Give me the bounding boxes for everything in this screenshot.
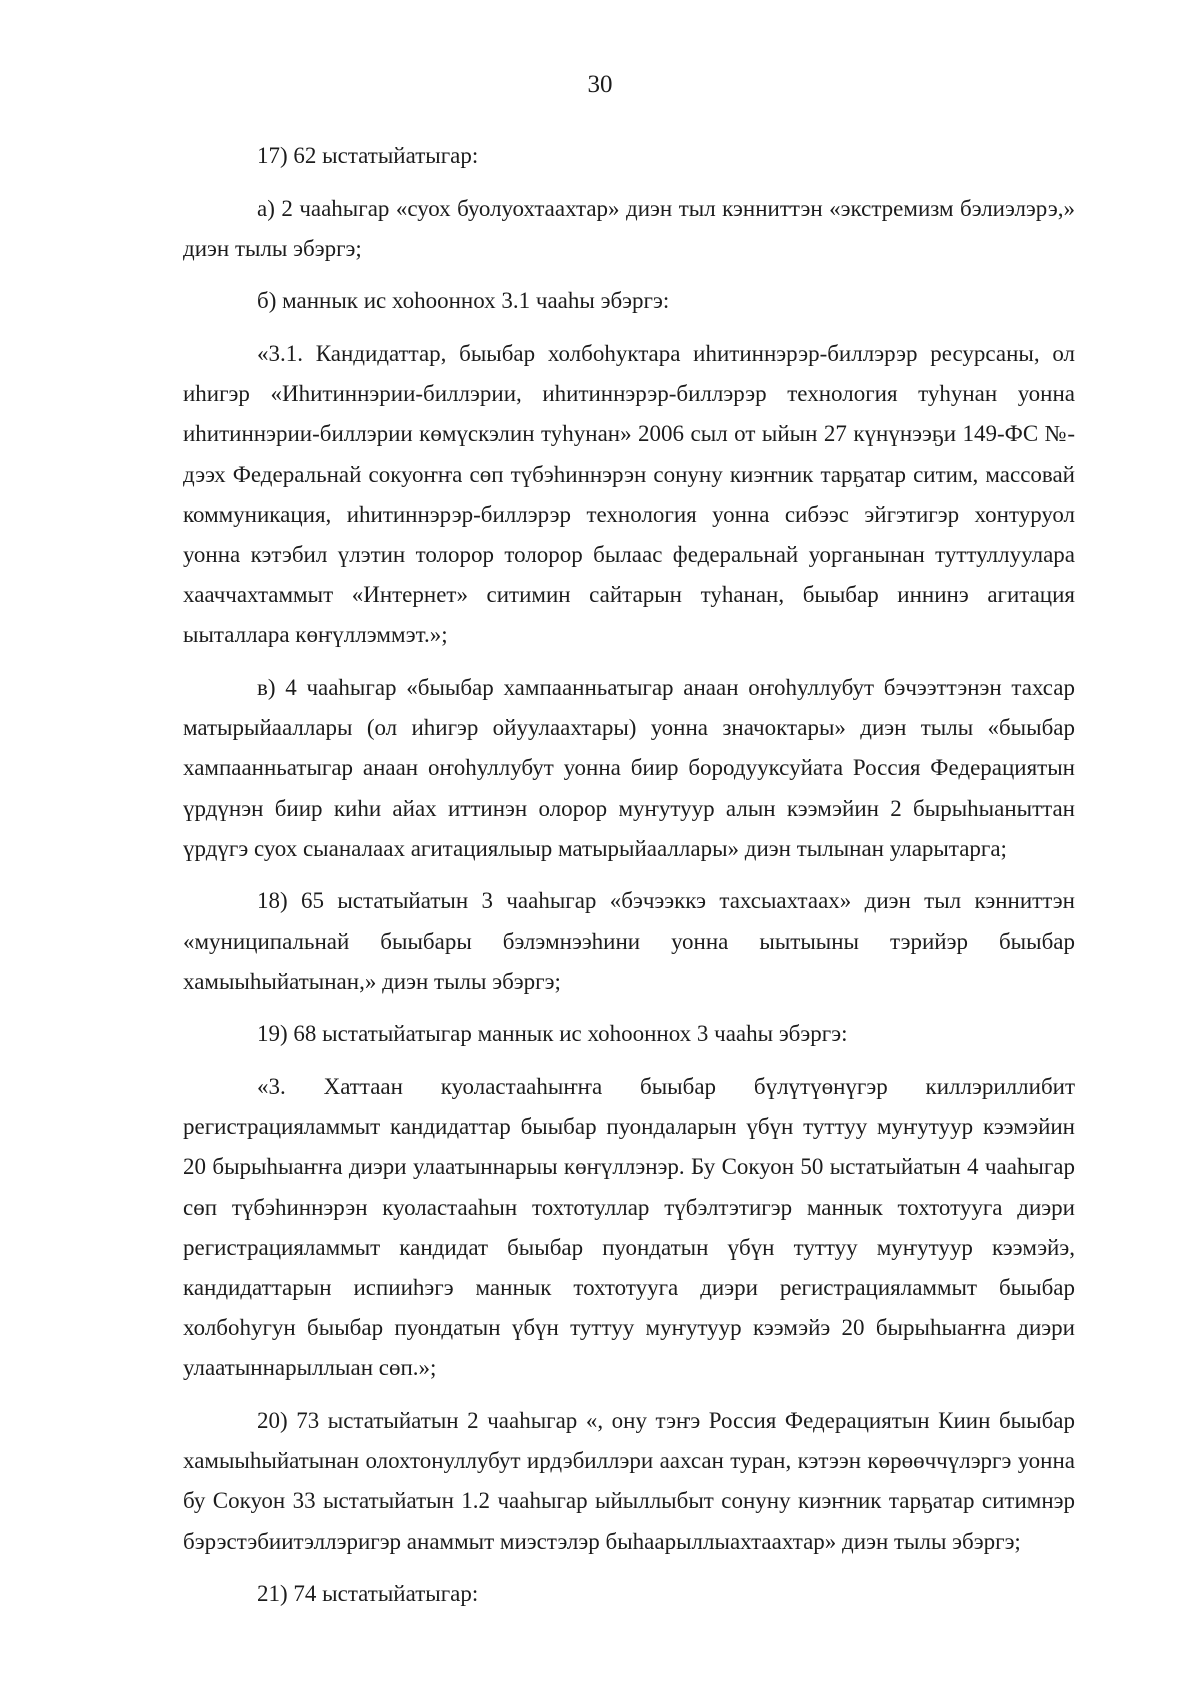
paragraph-item-21: 21) 74 ыстатыйатыгар:: [257, 1581, 479, 1607]
paragraph-quote-3: «3. Хаттаан куоластааһыҥҥа быыбар бүлүтүөнүгэр киллэриллибит регистрацияламмыт кандидаттар быыбар пуондаларын үбүн туттуу муҥутуур кээмэйин 20 бырыһыаҥҥа диэри улаатыннарыы көҥүллэнэр. Бу Сокуон 50 ыстатыйатын 4 чааһыгар сөп түбэһиннэрэн куоластааһын тохтотуллар түбэлтэтигэр маннык тохтотууга диэри регистрацияламмыт кандидат быыбар пуондатын үбүн туттуу муҥутуур кээмэйэ, кандидаттарын испииһэгэ маннык тохтотууга диэри регистрацияламмыт быыбар холбоһугун быыбар пуондатын үбүн туттуу муҥутуур кээмэйэ 20 бырыһыаҥҥа диэри улаатыннарыллыан сөп.»;: [183, 1074, 1075, 1381]
paragraph-item-20: 20) 73 ыстатыйатын 2 чааһыгар «, ону тэҥэ Россия Федерациятын Киин быыбар хамыыһыйатынан олохтонуллубут ирдэбиллэри аахсан туран, кэтээн көрөөччүлэргэ уонна бу Сокуон 33 ыстатыйатын 1.2 чааһыгар ыйыллыбыт сонуну киэҥник тарҕатар ситимнэр бэрэстэбиитэллэригэр анаммыт миэстэлэр быһаарыллыахтаахтар» диэн тылы эбэргэ;: [183, 1408, 1075, 1554]
paragraph-subitem-a: а) 2 чааһыгар «суох буолуохтаахтар» диэн тыл кэнниттэн «экстремизм бэлиэлэрэ,» диэн тылы эбэргэ;: [183, 195, 1075, 261]
page-number: 30: [587, 71, 613, 98]
document-body: [183, 136, 1075, 1614]
paragraph-item-18: 18) 65 ыстатыйатын 3 чааһыгар «бэчээккэ тахсыахтаах» диэн тыл кэнниттэн «муниципальнай быыбары бэлэмнээһини уонна ыытыыны тэрийэр быыбар хамыыһыйатынан,» диэн тылы эбэргэ;: [183, 888, 1075, 994]
paragraph-subitem-v: в) 4 чааһыгар «быыбар хампаанньатыгар анаан оҥоһуллубут бэчээттэнэн тахсар матырыйааллары (ол иһигэр ойуулаахтары) уонна значоктары» диэн тылы «быыбар хампаанньатыгар анаан оҥоһуллубут уонна биир бородууксуйата Россия Федерациятын үрдүнэн биир киһи айах иттинэн олорор муҥутуур алын кээмэйин 2 бырыһыаныттан үрдүгэ суох сыаналаах агитациялыыр матырыйааллары» диэн тылынан уларытарга;: [183, 675, 1075, 861]
paragraph-subitem-b: б) маннык ис хоһооннох 3.1 чааһы эбэргэ:: [257, 288, 670, 314]
paragraph-quote-3-1: «3.1. Кандидаттар, быыбар холбоһуктара иһитиннэрэр-биллэрэр ресурсаны, ол иһигэр «Иһитиннэрии-биллэрии, иһитиннэрэр-биллэрэр технология туһунан уонна иһитиннэрии-биллэрии көмүскэлин туһунан» 2006 сыл от ыйын 27 күнүнээҕи 149-ФС №-дээх Федеральнай сокуоҥҥа сөп түбэһиннэрэн сонуну киэҥник тарҕатар ситим, массовай коммуникация, иһитиннэрэр-биллэрэр технология уонна сибээс эйгэтигэр хонтуруол уонна кэтэбил үлэтин толорор толорор былаас федеральнай уорганынан туттуллуулара хааччахтаммыт «Интернет» ситимин сайтарын туһанан, быыбар иннинэ агитация ыыталлара көҥүллэммэт.»;: [183, 340, 1075, 648]
paragraph-item-19: 19) 68 ыстатыйатыгар маннык ис хоһооннох 3 чааһы эбэргэ:: [257, 1021, 848, 1047]
paragraph-item-17: 17) 62 ыстатыйатыгар:: [257, 143, 479, 168]
